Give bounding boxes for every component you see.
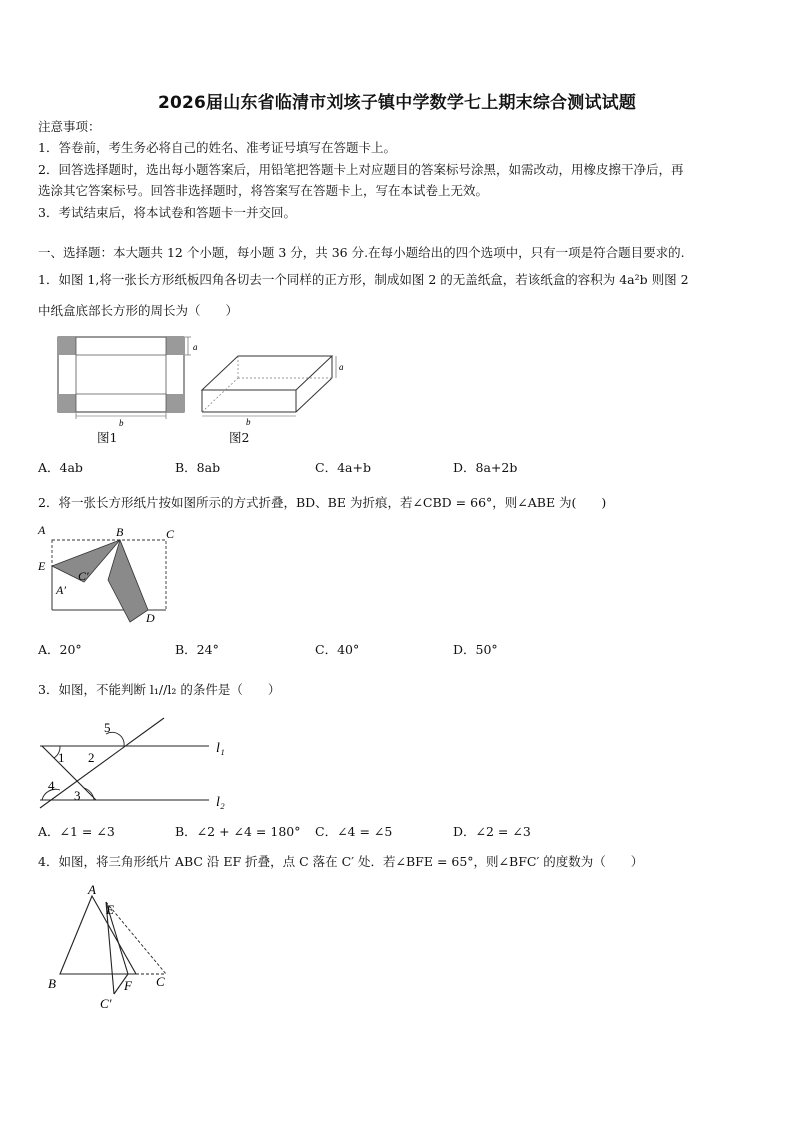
corner-square: [166, 337, 184, 355]
notice-item-3: 3．考试结束后，将本试卷和答题卡一并交回。: [38, 205, 296, 220]
q2-figure: [34, 522, 184, 632]
page-title: 2026届山东省临清市刘垓子镇中学数学七上期末综合测试试题: [157, 93, 637, 113]
notice-heading: 注意事项：: [38, 119, 101, 134]
q3-text: 3．如图，不能判断 l₁//l₂ 的条件是（ ）: [38, 682, 281, 697]
q3-option-a[interactable]: A．∠1 = ∠3: [38, 824, 115, 839]
q4-label-B: B: [48, 976, 56, 991]
corner-square: [58, 337, 76, 355]
q2-label-E: E: [38, 559, 46, 573]
q2-option-b[interactable]: B．24°: [175, 642, 219, 657]
q1-option-d[interactable]: D．8a+2b: [453, 460, 518, 475]
q2-label-D: D: [146, 611, 155, 625]
q1-option-a[interactable]: A．4ab: [38, 460, 83, 475]
q1-figure-1: [50, 332, 210, 442]
q3-option-c[interactable]: C．∠4 = ∠5: [315, 824, 393, 839]
q1-option-b[interactable]: B．8ab: [175, 460, 221, 475]
q3-label-2: 2: [88, 750, 95, 765]
q4-text: 4．如图，将三角形纸片 ABC 沿 EF 折叠，点 C 落在 C′ 处．若∠BFE = 65°，则∠BFC′ 的度数为（ ）: [38, 854, 644, 869]
q3-label-4: 4: [48, 778, 55, 793]
q3-label-l2: l₂: [216, 795, 225, 810]
notice-item-2-cont: 选涂其它答案标号。回答非选择题时，将答案写在答题卡上，写在本试卷上无效。: [38, 183, 489, 198]
section-heading: 一、选择题：本大题共 12 个小题，每小题 3 分，共 36 分.在每小题给出的四个选项中，只有一项是符合题目要求的.: [38, 245, 685, 260]
q2-label-C: C: [166, 527, 175, 541]
corner-square: [58, 394, 76, 412]
q1-option-c[interactable]: C．4a+b: [315, 460, 371, 475]
q1-fig1-caption: 图1: [97, 430, 118, 445]
q2-label-A: A: [38, 523, 46, 537]
q2-label-A-prime: A′: [56, 583, 66, 597]
fig1-var-b: b: [119, 418, 124, 428]
q4-label-C: C: [156, 974, 165, 989]
q4-label-C-prime: C′: [100, 996, 112, 1011]
q4-label-E: E: [106, 902, 114, 917]
q1-text-line2: 中纸盒底部长方形的周长为（ ）: [38, 303, 239, 318]
corner-square: [166, 394, 184, 412]
q4-figure: [44, 884, 184, 1014]
q4-label-A: A: [88, 884, 96, 897]
notice-item-1: 1．答卷前，考生务必将自己的姓名、准考证号填写在答题卡上。: [38, 140, 396, 155]
q3-option-d[interactable]: D．∠2 = ∠3: [453, 824, 531, 839]
fig2-var-b: b: [246, 417, 251, 427]
q3-label-5: 5: [104, 720, 111, 735]
q1-figure-2: [196, 348, 356, 428]
q3-label-3: 3: [74, 788, 81, 803]
q3-label-1: 1: [58, 750, 65, 765]
q3-label-l1: l₁: [216, 741, 225, 756]
q2-option-d[interactable]: D．50°: [453, 642, 498, 657]
notice-item-2: 2．回答选择题时，选出每小题答案后，用铅笔把答题卡上对应题目的答案标号涂黑，如需改动，用橡皮擦干净后，再: [38, 162, 684, 177]
q3-figure: [34, 712, 244, 816]
q1-text-line1: 1．如图 1,将一张长方形纸板四角各切去一个同样的正方形，制成如图 2 的无盖纸盒，若该纸盒的容积为 4a²b 则图 2: [38, 272, 689, 287]
q1-fig2-caption: 图2: [229, 430, 250, 445]
q2-option-a[interactable]: A．20°: [38, 642, 82, 657]
q3-option-b[interactable]: B．∠2 + ∠4 = 180°: [175, 824, 301, 839]
fig2-var-a: a: [339, 362, 344, 372]
fig1-var-a: a: [193, 342, 198, 352]
q4-label-F: F: [124, 978, 132, 993]
q2-option-c[interactable]: C．40°: [315, 642, 360, 657]
q2-label-B: B: [116, 525, 124, 539]
q2-text: 2．将一张长方形纸片按如图所示的方式折叠，BD、BE 为折痕，若∠CBD = 66°，则∠ABE 为( ): [38, 495, 607, 510]
q2-label-C-prime: C′: [78, 569, 89, 583]
